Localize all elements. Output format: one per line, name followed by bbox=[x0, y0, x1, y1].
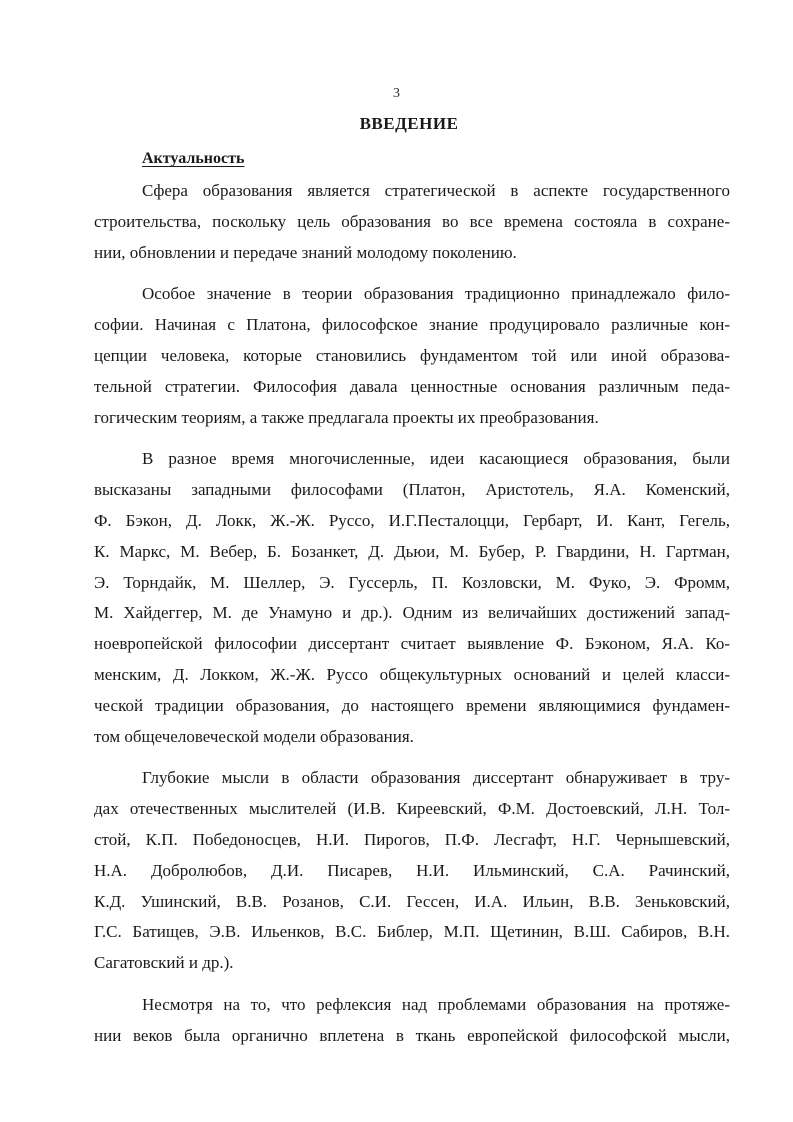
text-line: строительства, поскольку цель образования во все времена состояла в сохране- bbox=[94, 211, 730, 231]
text-line: Глубокие мысли в области образования диссертант обнаруживает в тру- bbox=[142, 768, 730, 788]
paragraph bbox=[94, 176, 730, 268]
text-line: дах отечественных мыслителей (И.В. Киреевский, Ф.М. Достоевский, Л.Н. Тол- bbox=[94, 799, 730, 819]
text-line: гогическим теориям, а также предлагала проекты их преобразования. bbox=[94, 407, 599, 427]
paragraph bbox=[94, 763, 730, 979]
text-line: К. Маркс, М. Вебер, Б. Бозанкет, Д. Дьюи, М. Бубер, Р. Гвардини, Н. Гартман, bbox=[94, 541, 730, 561]
text-line: том общечеловеческой модели образования. bbox=[94, 726, 414, 746]
paragraph bbox=[94, 444, 730, 752]
page-heading: ВВЕДЕНИЕ bbox=[359, 114, 459, 133]
text-line: Сфера образования является стратегической в аспекте государственного bbox=[142, 181, 730, 200]
body-text bbox=[94, 176, 730, 1063]
paragraph bbox=[94, 990, 730, 1052]
text-line: менским, Д. Локком, Ж.-Ж. Руссо общекультурных оснований и целей класси- bbox=[94, 664, 730, 684]
text-line: Сагатовский и др.). bbox=[94, 953, 234, 973]
text-line: ческой традиции образования, до настоящего времени являющимися фундамен- bbox=[94, 695, 730, 715]
text-line: Э. Торндайк, М. Шеллер, Э. Гуссерль, П. Козловски, М. Фуко, Э. Фромм, bbox=[94, 572, 730, 592]
text-line: ноевропейской философии диссертант считает выявление Ф. Бэконом, Я.А. Ко- bbox=[94, 634, 730, 654]
text-line: высказаны западными философами (Платон, Аристотель, Я.А. Коменский, bbox=[94, 480, 730, 500]
text-line: Ф. Бэкон, Д. Локк, Ж.-Ж. Руссо, И.Г.Песталоцци, Гербарт, И. Кант, Гегель, bbox=[94, 510, 730, 530]
text-line: Несмотря на то, что рефлексия над проблемами образования на протяже- bbox=[142, 994, 730, 1014]
text-line: В разное время многочисленные, идеи касающиеся образования, были bbox=[142, 449, 730, 469]
text-line: нии веков была органично вплетена в ткань европейской философской мысли, bbox=[94, 1025, 730, 1045]
text-line: К.Д. Ушинский, В.В. Розанов, С.И. Гессен, И.А. Ильин, В.В. Зеньковский, bbox=[94, 891, 730, 911]
text-line: Г.С. Батищев, Э.В. Ильенков, В.С. Библер, М.П. Щетинин, В.Ш. Сабиров, В.Н. bbox=[94, 922, 730, 942]
text-line: цепции человека, которые становились фундаментом той или иной образова- bbox=[94, 345, 730, 365]
text-line: нии, обновлении и передаче знаний молодому поколению. bbox=[94, 242, 517, 262]
page-number: 3 bbox=[393, 86, 400, 101]
text-line: тельной стратегии. Философия давала ценностные основания различным педа- bbox=[94, 376, 730, 396]
paragraph bbox=[94, 279, 730, 433]
text-line: Особое значение в теории образования традиционно принадлежало фило- bbox=[142, 284, 730, 304]
text-line: стой, К.П. Победоносцев, Н.И. Пирогов, П.Ф. Лесгафт, Н.Г. Чернышевский, bbox=[94, 829, 730, 849]
text-line: М. Хайдеггер, М. де Унамуно и др.). Одним из величайших достижений запад- bbox=[94, 603, 730, 623]
text-line: Н.А. Добролюбов, Д.И. Писарев, Н.И. Ильминский, С.А. Рачинский, bbox=[94, 860, 730, 880]
section-title: Актуальность bbox=[142, 150, 245, 167]
text-line: софии. Начиная с Платона, философское знание продуцировало различные кон- bbox=[94, 315, 730, 335]
